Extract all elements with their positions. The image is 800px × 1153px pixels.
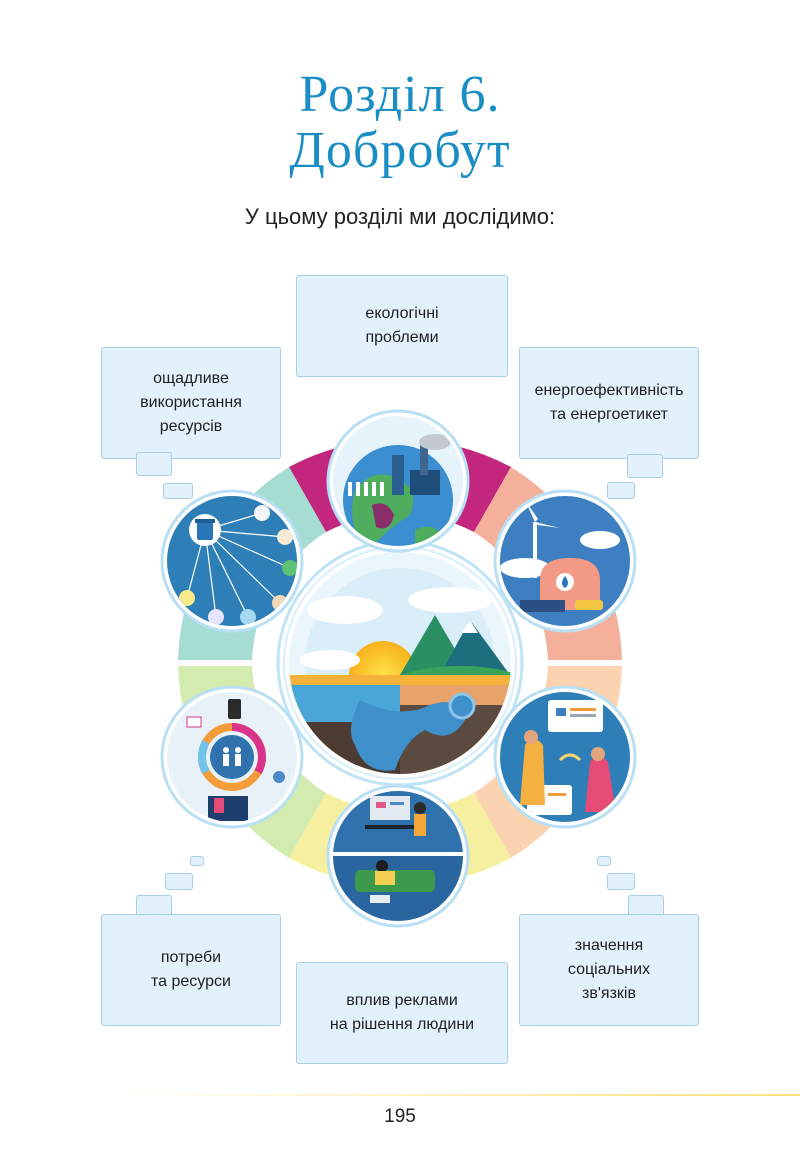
thought-bubble-square [627,454,663,478]
thought-bubble-square [607,482,635,499]
intro-text: У цьому розділі ми дослідимо: [244,204,556,229]
chapter-title: Добробут [289,122,511,179]
thought-bubble-square [136,452,172,476]
thought-bubble-square [597,856,611,866]
thought-bubble-square [163,483,193,499]
page-number: 195 [384,1106,416,1127]
footer-divider [100,1094,800,1096]
topic-social-box: значення соціальних зв'язків [519,914,699,1026]
thought-bubble-square [190,856,204,866]
thought-bubble-square [165,873,193,890]
chapter-number: Розділ 6. [299,66,501,123]
topic-resources-saving-box: ощадливе використання ресурсів [101,347,281,459]
thought-bubble-square [607,873,635,890]
topic-advertising-box: вплив реклами на рішення людини [296,962,508,1064]
topic-energy-box: енергоефективність та енергоетикет [519,347,699,459]
topic-ecology-box: екологічні проблеми [296,275,508,377]
topic-needs-box: потреби та ресурси [101,914,281,1026]
